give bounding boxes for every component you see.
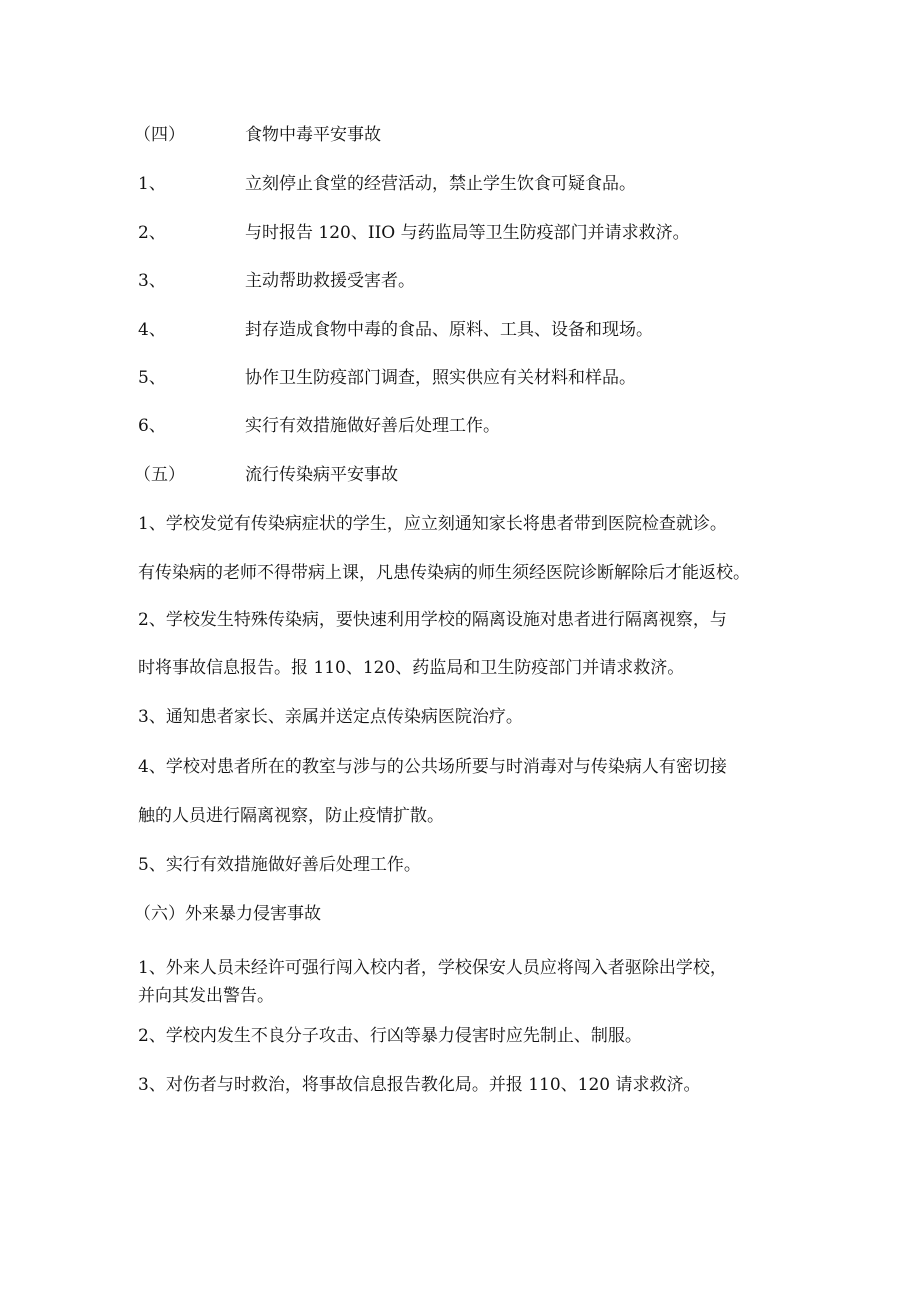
item-text: 与时报告 120、IIO 与药监局等卫生防疫部门并请求救济。 — [245, 223, 690, 243]
section5-line-1: 1、学校发觉有传染病症状的学生，应立刻通知家长将患者带到医院检查就诊。 — [138, 514, 727, 534]
item-text: 封存造成食物中毒的食品、原料、工具、设备和现场。 — [245, 320, 653, 340]
section5-line-8: 5、实行有效措施做好善后处理工作。 — [138, 855, 421, 875]
item-number: 2、 — [138, 223, 166, 243]
item-number: 3、 — [138, 271, 166, 291]
item-number: 1、 — [138, 174, 166, 194]
section5-heading — [134, 463, 838, 487]
section4-heading — [134, 123, 838, 147]
section4-item-6 — [138, 414, 838, 438]
section6-item-1-line-1: 1、外来人员未经许可强行闯入校内者，学校保安人员应将闯入者驱除出学校， — [138, 958, 727, 978]
item-number: 5、 — [138, 368, 166, 388]
item-text: 主动帮助救援受害者。 — [245, 271, 415, 291]
section5-heading-num: （五） — [134, 465, 185, 485]
section5-line-3: 2、学校发生特殊传染病，要快速利用学校的隔离设施对患者进行隔离视察，与 — [138, 610, 727, 630]
item-text: 实行有效措施做好善后处理工作。 — [245, 416, 500, 436]
section4-item-3 — [138, 269, 838, 293]
section6-heading: （六）外来暴力侵害事故 — [134, 904, 321, 924]
item-number: 4、 — [138, 320, 166, 340]
section5-heading-text: 流行传染病平安事故 — [245, 465, 398, 485]
section5-line-7: 触的人员进行隔离视察，防止疫情扩散。 — [138, 806, 444, 826]
section5-line-4: 时将事故信息报告。报 110、120、药监局和卫生防疫部门并请求救济。 — [138, 658, 685, 678]
section5-line-2: 有传染病的老师不得带病上课，凡患传染病的师生须经医院诊断解除后才能返校。 — [138, 563, 750, 583]
section4-item-4 — [138, 318, 838, 342]
section4-item-1 — [138, 172, 838, 196]
section6-item-1-line-2: 并向其发出警告。 — [138, 986, 274, 1006]
section4-item-5 — [138, 366, 838, 390]
section5-line-6: 4、学校对患者所在的教室与涉与的公共场所要与时消毒对与传染病人有密切接 — [138, 757, 727, 777]
section6-item-3: 3、对伤者与时救治，将事故信息报告教化局。并报 110、120 请求救济。 — [138, 1075, 701, 1095]
item-text: 协作卫生防疫部门调查，照实供应有关材料和样品。 — [245, 368, 636, 388]
section4-item-2 — [138, 221, 838, 245]
item-text: 立刻停止食堂的经营活动，禁止学生饮食可疑食品。 — [245, 174, 636, 194]
section4-heading-text: 食物中毒平安事故 — [245, 125, 381, 145]
section6-item-2: 2、学校内发生不良分子攻击、行凶等暴力侵害时应先制止、制服。 — [138, 1026, 642, 1046]
section4-heading-num: （四） — [134, 125, 185, 145]
item-number: 6、 — [138, 416, 166, 436]
section5-line-5: 3、通知患者家长、亲属并送定点传染病医院治疗。 — [138, 707, 523, 727]
